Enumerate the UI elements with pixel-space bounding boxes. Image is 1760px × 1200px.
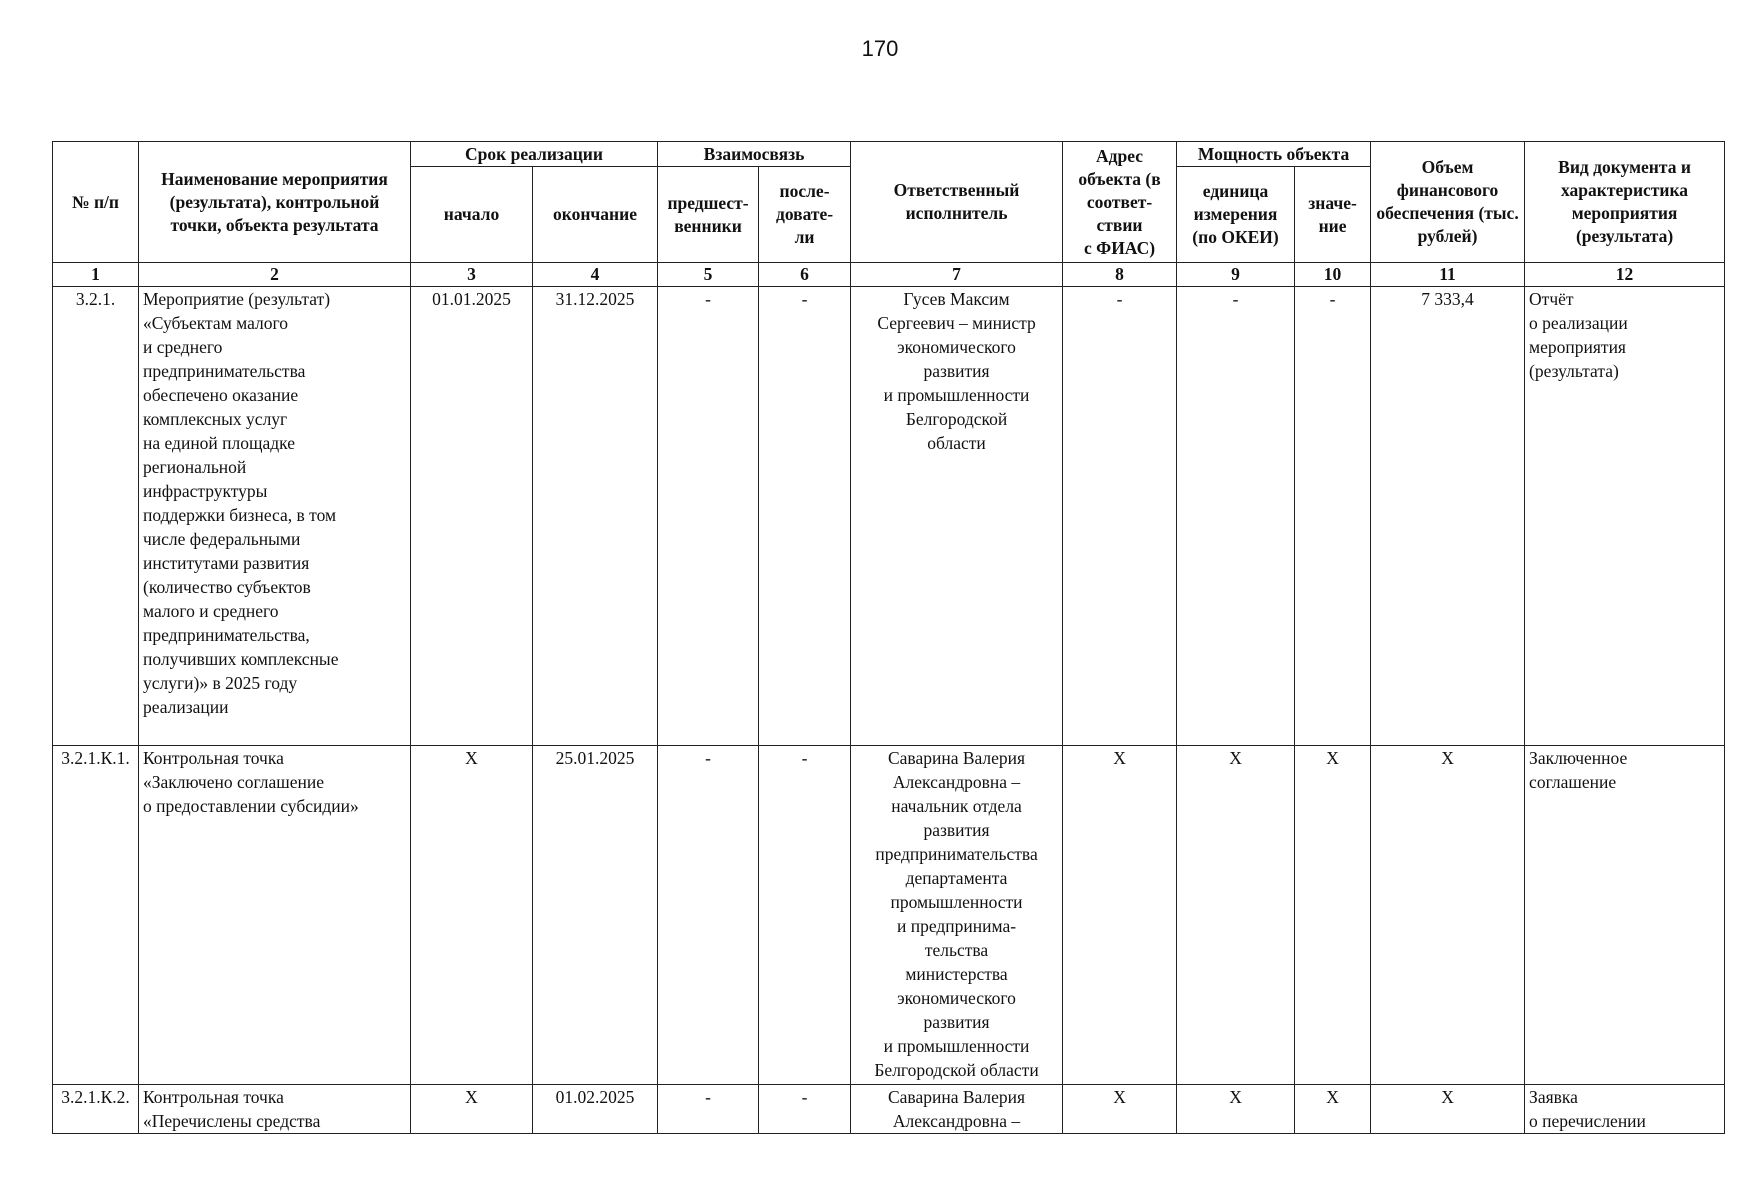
column-number: 5 xyxy=(658,263,759,287)
row-id: 3.2.1.К.1. xyxy=(53,746,139,1085)
page-number: 170 xyxy=(861,36,899,61)
column-number: 9 xyxy=(1177,263,1295,287)
column-numbers-row xyxy=(53,263,1725,287)
row-name: Контрольная точка «Перечислены средства xyxy=(139,1085,411,1134)
row-value: - xyxy=(1295,287,1371,746)
table-header xyxy=(53,142,1725,287)
header-predecessors: предшест- венники xyxy=(658,167,759,263)
row-start: 01.01.2025 xyxy=(411,287,533,746)
column-number: 11 xyxy=(1371,263,1525,287)
activities-table xyxy=(52,141,1725,1134)
table-row xyxy=(53,1085,1725,1134)
row-doc-type: Заявка о перечислении xyxy=(1525,1085,1725,1134)
column-number: 2 xyxy=(139,263,411,287)
row-unit: X xyxy=(1177,1085,1295,1134)
column-number: 4 xyxy=(533,263,658,287)
header-address: Адрес объекта (в соответ- ствии с ФИАС) xyxy=(1063,142,1177,263)
row-address: X xyxy=(1063,1085,1177,1134)
row-name: Мероприятие (результат) «Субъектам малого и среднего предпринимательства обеспечено оказание комплексных услуг на единой площадке региональной инфраструктуры поддержки бизнеса, в том числе федеральными институтами развития (количество субъектов малого и среднего предпринимательства, получивших комплексные услуги)» в 2025 году реализации xyxy=(139,287,411,746)
header-link-group: Взаимосвязь xyxy=(658,142,851,167)
row-unit: - xyxy=(1177,287,1295,746)
row-value: X xyxy=(1295,1085,1371,1134)
row-predecessors: - xyxy=(658,1085,759,1134)
row-doc-type: Отчёт о реализации мероприятия (результата) xyxy=(1525,287,1725,746)
row-end: 31.12.2025 xyxy=(533,287,658,746)
header-capacity-group: Мощность объекта xyxy=(1177,142,1371,167)
row-doc-type: Заключенное соглашение xyxy=(1525,746,1725,1085)
row-responsible: Гусев Максим Сергеевич – министр экономического развития и промышленности Белгородской области xyxy=(851,287,1063,746)
row-name: Контрольная точка «Заключено соглашение о предоставлении субсидии» xyxy=(139,746,411,1085)
column-number: 10 xyxy=(1295,263,1371,287)
header-unit: единица измерения (по ОКЕИ) xyxy=(1177,167,1295,263)
row-value: X xyxy=(1295,746,1371,1085)
header-successors: после- довате- ли xyxy=(759,167,851,263)
column-number: 6 xyxy=(759,263,851,287)
row-funding: 7 333,4 xyxy=(1371,287,1525,746)
row-start: X xyxy=(411,746,533,1085)
row-id: 3.2.1.К.2. xyxy=(53,1085,139,1134)
header-row-number: № п/п xyxy=(53,142,139,263)
row-unit: X xyxy=(1177,746,1295,1085)
column-number: 7 xyxy=(851,263,1063,287)
row-start: X xyxy=(411,1085,533,1134)
table-body xyxy=(53,287,1725,1134)
header-end: окончание xyxy=(533,167,658,263)
column-number: 1 xyxy=(53,263,139,287)
header-start: начало xyxy=(411,167,533,263)
header-funding: Объем финансового обеспечения (тыс. рублей) xyxy=(1371,142,1525,263)
row-predecessors: - xyxy=(658,287,759,746)
row-successors: - xyxy=(759,746,851,1085)
header-value: значе- ние xyxy=(1295,167,1371,263)
column-number: 8 xyxy=(1063,263,1177,287)
column-number: 3 xyxy=(411,263,533,287)
row-responsible: Саварина Валерия Александровна – начальник отдела развития предпринимательства департамента промышленности и предпринима- тельства министерства экономического развития и промышленности Белгородской области xyxy=(851,746,1063,1085)
table-row xyxy=(53,746,1725,1085)
row-successors: - xyxy=(759,287,851,746)
column-number: 12 xyxy=(1525,263,1725,287)
row-id: 3.2.1. xyxy=(53,287,139,746)
row-address: X xyxy=(1063,746,1177,1085)
row-responsible: Саварина Валерия Александровна – xyxy=(851,1085,1063,1134)
header-doc-type: Вид документа и характеристика мероприятия (результата) xyxy=(1525,142,1725,263)
header-deadline-group: Срок реализации xyxy=(411,142,658,167)
header-name: Наименование мероприятия (результата), контрольной точки, объекта результата xyxy=(139,142,411,263)
row-successors: - xyxy=(759,1085,851,1134)
table-row xyxy=(53,287,1725,746)
row-funding: X xyxy=(1371,1085,1525,1134)
row-funding: X xyxy=(1371,746,1525,1085)
header-responsible: Ответственный исполнитель xyxy=(851,142,1063,263)
row-predecessors: - xyxy=(658,746,759,1085)
row-end: 25.01.2025 xyxy=(533,746,658,1085)
row-address: - xyxy=(1063,287,1177,746)
row-end: 01.02.2025 xyxy=(533,1085,658,1134)
